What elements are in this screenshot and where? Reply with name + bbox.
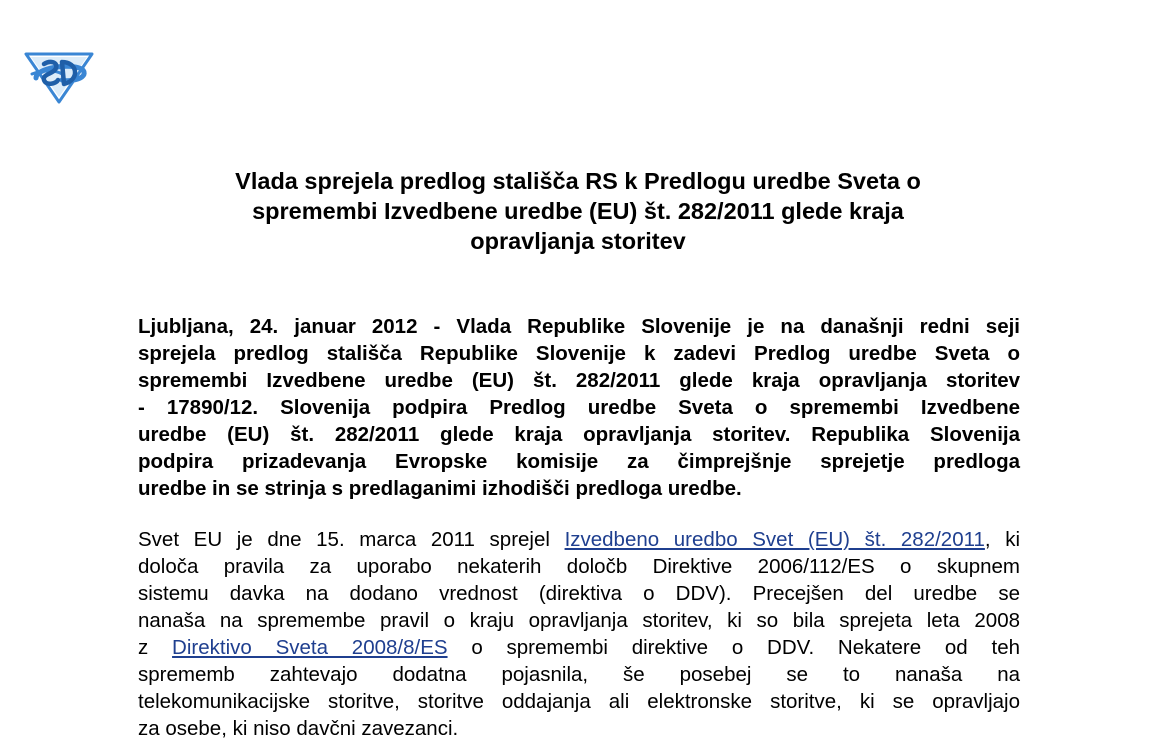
body-text: z xyxy=(138,636,173,659)
sd-logo xyxy=(22,50,96,104)
lead-line: podpira prizadevanja Evropske komisije za čimprejšnje sprejetje predloga xyxy=(138,450,1020,473)
body-paragraph xyxy=(138,526,1020,742)
body-line: sistemu davka na dodano vrednost (direktiva o DDV). Precejšen del uredbe se xyxy=(138,582,1020,605)
directive-2008-8-link[interactable]: Direktivo Sveta 2008/8/ES xyxy=(172,636,448,659)
lead-line: spremembi Izvedbene uredbe (EU) št. 282/2011 glede kraja opravljanja storitev xyxy=(138,369,1020,392)
body-line: za osebe, ki niso davčni zavezanci. xyxy=(138,717,459,740)
body-line: sprememb zahtevajo dodatna pojasnila, še posebej se to nanaša na xyxy=(138,663,1020,686)
document-title xyxy=(140,166,1016,256)
title-line: spremembi Izvedbene uredbe (EU) št. 282/2011 glede kraja xyxy=(252,198,904,224)
lead-line: Ljubljana, 24. januar 2012 - Vlada Republike Slovenije je na današnji redni seji xyxy=(138,315,1020,338)
body-line: določa pravila za uporabo nekaterih določb Direktive 2006/112/ES o skupnem xyxy=(138,555,1020,578)
body-line: nanaša na spremembe pravil o kraju opravljanja storitev, ki so bila sprejeta leta 2008 xyxy=(138,609,1020,632)
lead-paragraph xyxy=(138,313,1020,502)
lead-line: uredbe (EU) št. 282/2011 glede kraja opravljanja storitev. Republika Slovenija xyxy=(138,423,1020,446)
title-line: opravljanja storitev xyxy=(470,228,686,254)
lead-line: - 17890/12. Slovenija podpira Predlog uredbe Sveta o spremembi Izvedbene xyxy=(138,396,1020,419)
title-line: Vlada sprejela predlog stališča RS k Predlogu uredbe Sveta o xyxy=(235,168,921,194)
body-text: o spremembi direktive o DDV. Nekatere od teh xyxy=(447,636,1020,659)
body-line xyxy=(138,526,1020,553)
lead-line: sprejela predlog stališča Republike Slovenije k zadevi Predlog uredbe Sveta o xyxy=(138,342,1020,365)
body-line: telekomunikacijske storitve, storitve oddajanja ali elektronske storitve, ki se opravljajo xyxy=(138,690,1020,713)
body-line xyxy=(138,634,1020,661)
sd-shield-logo-icon xyxy=(22,50,96,104)
body-text: , ki xyxy=(984,528,1021,551)
lead-line: uredbe in se strinja s predlaganimi izhodišči predloga uredbe. xyxy=(138,477,742,500)
regulation-282-2011-link[interactable]: Izvedbeno uredbo Svet (EU) št. 282/2011 xyxy=(564,528,985,551)
body-text: Svet EU je dne 15. marca 2011 sprejel xyxy=(138,528,565,551)
